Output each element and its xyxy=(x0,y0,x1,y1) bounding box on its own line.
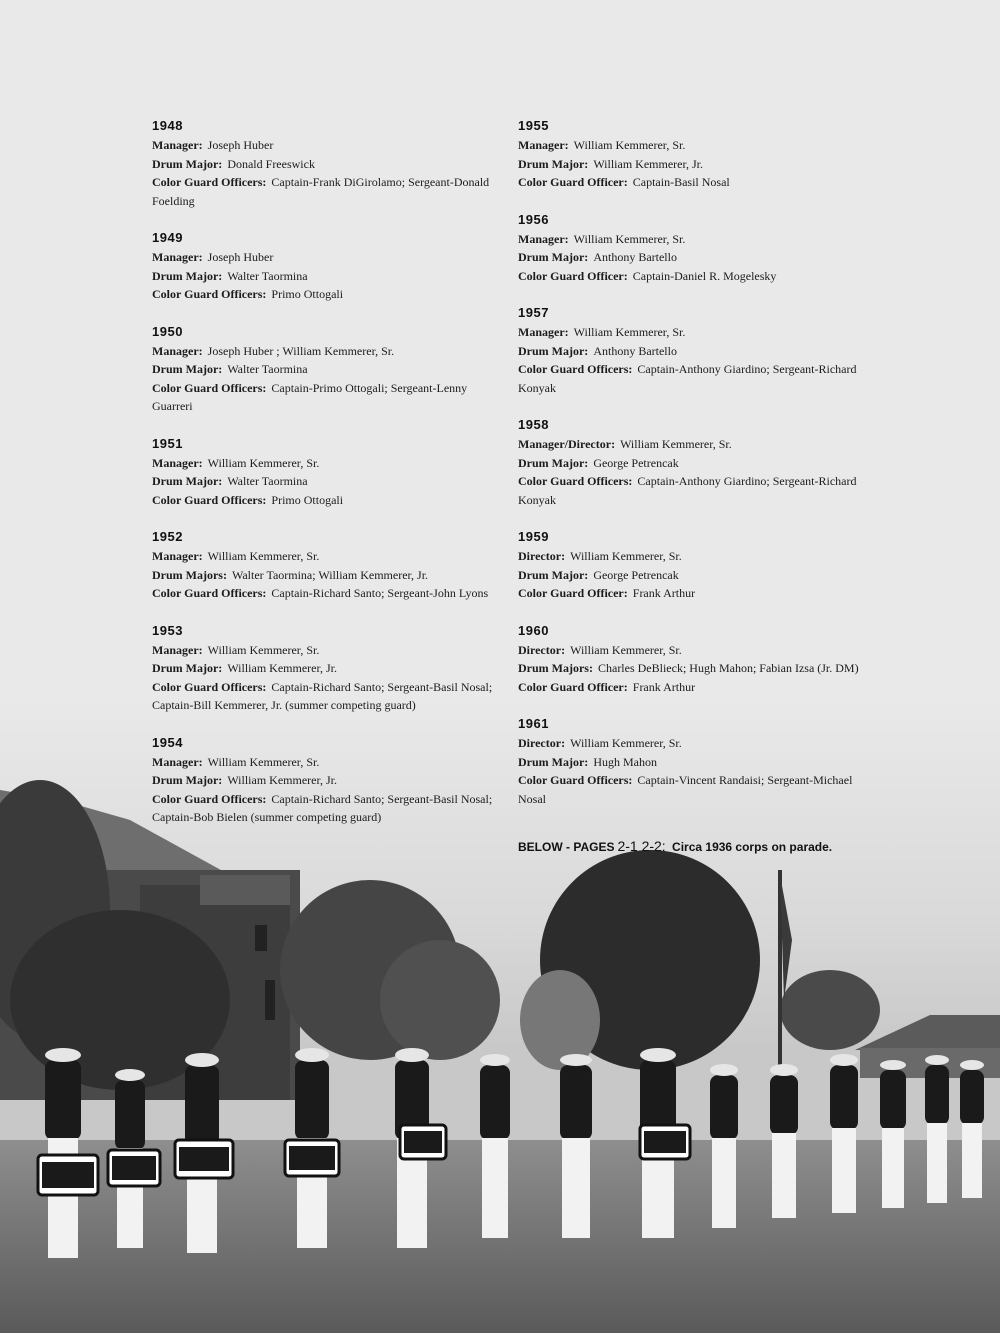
role-label: Drum Major: xyxy=(152,773,223,787)
role-line xyxy=(152,566,497,585)
role-value: William Kemmerer, Jr. xyxy=(593,156,703,171)
role-label: Drum Major: xyxy=(518,343,589,358)
role-line xyxy=(518,248,868,267)
role-value: Joseph Huber xyxy=(207,138,274,152)
right-column xyxy=(518,118,868,828)
role-value: William Kemmerer, Sr. xyxy=(570,549,682,563)
role-value: George Petrencak xyxy=(593,567,679,582)
role-line xyxy=(518,173,868,192)
role-value: Captain-Anthony Giardino; Sergeant-Richard Konyak xyxy=(518,362,857,395)
role-value: William Kemmerer, Jr. xyxy=(227,661,337,675)
role-label: Drum Major: xyxy=(518,156,589,171)
role-label: Manager: xyxy=(152,754,203,769)
role-value: William Kemmerer, Jr. xyxy=(227,773,337,787)
role-value: Captain-Vincent Randaisi; Sergeant-Michael Nosal xyxy=(518,773,853,806)
role-line xyxy=(518,454,868,473)
role-line xyxy=(518,472,868,509)
role-label: Drum Major: xyxy=(518,754,589,769)
role-value: William Kemmerer, Sr. xyxy=(207,754,320,769)
role-value: Walter Taormina; William Kemmerer, Jr. xyxy=(231,567,429,582)
role-line xyxy=(152,379,497,416)
role-value: Anthony Bartello xyxy=(593,250,677,264)
role-value: William Kemmerer, Sr. xyxy=(207,549,320,563)
year-heading: 1953 xyxy=(152,622,183,638)
year-heading: 1955 xyxy=(518,118,549,133)
role-label: Drum Major: xyxy=(152,268,223,283)
year-heading: 1949 xyxy=(152,230,183,245)
role-line xyxy=(518,566,868,585)
role-label: Color Guard Officers: xyxy=(152,175,267,189)
role-value: William Kemmerer, Sr. xyxy=(570,642,682,657)
year-entry-1959 xyxy=(518,529,868,603)
role-line xyxy=(152,285,497,304)
role-value: Charles DeBlieck; Hugh Mahon; Fabian Izsa (Jr. DM) xyxy=(597,661,859,675)
role-label: Color Guard Officer: xyxy=(518,175,628,189)
role-value: William Kemmerer, Sr. xyxy=(573,138,686,152)
role-line xyxy=(152,136,497,155)
role-line xyxy=(152,584,497,603)
year-heading: 1950 xyxy=(152,323,183,339)
year-entry-1954 xyxy=(152,735,497,827)
role-label: Color Guard Officer: xyxy=(518,586,628,600)
role-label: Manager: xyxy=(518,325,569,339)
year-entry-1949 xyxy=(152,230,497,304)
role-value: Joseph Huber ; William Kemmerer, Sr. xyxy=(207,343,395,358)
role-line xyxy=(152,753,497,772)
role-value: Captain-Frank DiGirolamo; Sergeant-Donald Foelding xyxy=(152,175,490,208)
role-label: Color Guard Officers: xyxy=(152,791,267,806)
role-label: Color Guard Officers: xyxy=(152,492,267,507)
role-line xyxy=(518,323,868,342)
role-label: Color Guard Officers: xyxy=(518,474,633,488)
caption-text: Circa 1936 corps on parade. xyxy=(672,840,833,854)
role-value: Walter Taormina xyxy=(227,362,308,376)
year-heading: 1952 xyxy=(152,529,183,544)
role-line xyxy=(518,641,868,660)
role-line xyxy=(152,248,497,267)
year-heading: 1957 xyxy=(518,305,549,320)
role-label: Director: xyxy=(518,549,566,563)
year-entry-1950 xyxy=(152,324,497,416)
role-value: George Petrencak xyxy=(593,455,679,470)
role-value: Captain-Anthony Giardino; Sergeant-Richard Konyak xyxy=(518,474,857,507)
role-value: Frank Arthur xyxy=(632,586,696,600)
role-value: Primo Ottogali xyxy=(271,287,344,301)
role-label: Manager: xyxy=(152,138,203,152)
role-line xyxy=(152,454,497,473)
role-label: Color Guard Officers: xyxy=(518,773,633,787)
caption-prefix: BELOW - PAGES xyxy=(518,840,615,854)
role-line xyxy=(152,472,497,491)
caption-pages: 2-1 2-2: xyxy=(617,838,666,854)
role-label: Drum Major: xyxy=(152,661,223,675)
year-heading: 1956 xyxy=(518,211,549,227)
role-line xyxy=(518,771,868,808)
role-line xyxy=(152,547,497,566)
year-heading: 1948 xyxy=(152,118,183,133)
role-label: Color Guard Officer: xyxy=(518,679,628,694)
role-line xyxy=(152,267,497,286)
role-value: Captain-Daniel R. Mogelesky xyxy=(632,268,777,283)
year-entry-1948 xyxy=(152,118,497,210)
role-label: Manager/Director: xyxy=(518,437,616,451)
role-line xyxy=(518,678,868,697)
year-entry-1956 xyxy=(518,212,868,286)
role-value: Walter Taormina xyxy=(227,474,308,488)
role-line xyxy=(152,360,497,379)
role-line xyxy=(518,435,868,454)
role-label: Color Guard Officers: xyxy=(152,679,267,694)
role-label: Color Guard Officers: xyxy=(518,362,633,376)
role-value: William Kemmerer, Sr. xyxy=(573,325,686,339)
role-line xyxy=(152,771,497,790)
year-heading: 1954 xyxy=(152,734,183,750)
year-entry-1951 xyxy=(152,436,497,510)
role-label: Drum Major: xyxy=(518,455,589,470)
role-value: Primo Ottogali xyxy=(271,492,344,507)
role-label: Director: xyxy=(518,736,566,750)
role-label: Manager: xyxy=(518,138,569,152)
role-label: Drum Major: xyxy=(152,474,223,488)
role-line xyxy=(518,136,868,155)
year-entry-1960 xyxy=(518,623,868,697)
photo-caption xyxy=(518,838,832,854)
role-value: Captain-Primo Ottogali; Sergeant-Lenny Guarreri xyxy=(152,380,468,413)
role-value: Captain-Basil Nosal xyxy=(632,175,730,189)
role-line xyxy=(518,659,868,678)
role-label: Manager: xyxy=(152,250,203,264)
role-value: Joseph Huber xyxy=(207,250,274,264)
role-label: Manager: xyxy=(152,343,203,358)
role-label: Director: xyxy=(518,642,566,657)
year-entry-1957 xyxy=(518,305,868,397)
role-line xyxy=(152,155,497,174)
left-column xyxy=(152,118,497,847)
role-line xyxy=(152,790,497,827)
role-label: Drum Major: xyxy=(152,156,223,171)
role-value: William Kemmerer, Sr. xyxy=(573,231,686,246)
role-line xyxy=(518,360,868,397)
role-label: Color Guard Officers: xyxy=(152,586,267,600)
role-label: Color Guard Officer: xyxy=(518,268,628,283)
year-heading: 1960 xyxy=(518,622,549,638)
role-label: Manager: xyxy=(152,549,203,563)
role-line xyxy=(518,155,868,174)
role-line xyxy=(518,734,868,753)
role-label: Manager: xyxy=(152,455,203,470)
role-value: Frank Arthur xyxy=(632,679,696,694)
role-label: Color Guard Officers: xyxy=(152,380,267,395)
role-label: Drum Major: xyxy=(518,250,589,264)
role-line xyxy=(152,678,497,715)
role-line xyxy=(518,267,868,286)
role-line xyxy=(518,547,868,566)
year-entry-1952 xyxy=(152,529,497,603)
role-label: Manager: xyxy=(518,231,569,246)
role-line xyxy=(152,342,497,361)
year-entry-1961 xyxy=(518,716,868,808)
role-label: Drum Majors: xyxy=(152,567,227,582)
role-line xyxy=(518,584,868,603)
year-entry-1953 xyxy=(152,623,497,715)
year-entry-1955 xyxy=(518,118,868,192)
role-value: William Kemmerer, Sr. xyxy=(620,437,732,451)
role-value: Donald Freeswick xyxy=(227,156,315,171)
role-line xyxy=(152,641,497,660)
role-line xyxy=(518,342,868,361)
role-value: Captain-Richard Santo; Sergeant-Basil Nosal; Captain-Bob Bielen (summer competing guard) xyxy=(152,791,493,824)
role-value: Captain-Richard Santo; Sergeant-Basil Nosal; Captain-Bill Kemmerer, Jr. (summer competing guard) xyxy=(152,679,493,712)
year-heading: 1961 xyxy=(518,716,549,731)
role-value: William Kemmerer, Sr. xyxy=(570,736,682,750)
role-label: Drum Majors: xyxy=(518,661,593,675)
role-value: William Kemmerer, Sr. xyxy=(207,642,320,657)
role-label: Drum Major: xyxy=(518,567,589,582)
role-line xyxy=(518,230,868,249)
year-heading: 1951 xyxy=(152,435,183,451)
role-value: Hugh Mahon xyxy=(593,754,657,769)
role-line xyxy=(518,753,868,772)
role-value: Anthony Bartello xyxy=(593,343,677,358)
role-line xyxy=(152,659,497,678)
role-line xyxy=(152,491,497,510)
role-value: William Kemmerer, Sr. xyxy=(207,455,320,470)
role-label: Drum Major: xyxy=(152,362,223,376)
role-label: Manager: xyxy=(152,642,203,657)
year-heading: 1959 xyxy=(518,529,549,544)
role-line xyxy=(152,173,497,210)
year-entry-1958 xyxy=(518,417,868,509)
year-heading: 1958 xyxy=(518,417,549,432)
role-label: Color Guard Officers: xyxy=(152,287,267,301)
role-value: Walter Taormina xyxy=(227,268,308,283)
role-value: Captain-Richard Santo; Sergeant-John Lyons xyxy=(271,586,489,600)
